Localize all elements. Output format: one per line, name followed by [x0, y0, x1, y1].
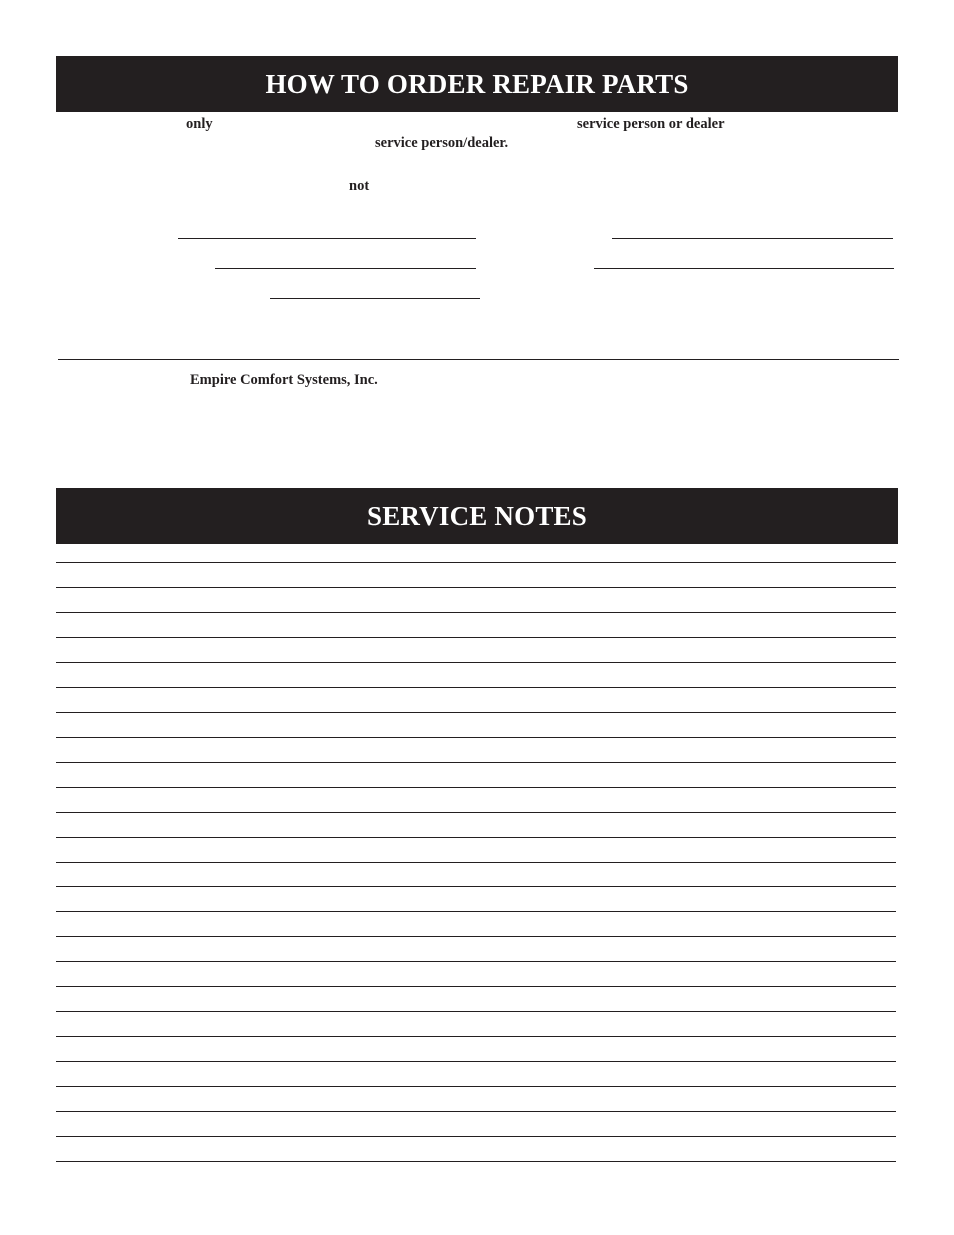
section-divider [58, 359, 899, 360]
text-service-person-dealer: service person/dealer. [375, 135, 509, 151]
note-line[interactable] [56, 812, 896, 813]
service-notes-banner: SERVICE NOTES [56, 488, 898, 544]
note-line[interactable] [56, 1111, 896, 1112]
note-line[interactable] [56, 936, 896, 937]
blank-line-3[interactable] [215, 268, 476, 269]
note-line[interactable] [56, 1011, 896, 1012]
note-line[interactable] [56, 886, 896, 887]
repair-parts-banner: HOW TO ORDER REPAIR PARTS [56, 56, 898, 112]
note-line[interactable] [56, 637, 896, 638]
text-company-name: Empire Comfort Systems, Inc. [190, 372, 378, 388]
text-not: not [349, 178, 370, 194]
note-line[interactable] [56, 712, 896, 713]
note-line[interactable] [56, 762, 896, 763]
note-line[interactable] [56, 1036, 896, 1037]
note-line[interactable] [56, 986, 896, 987]
note-line[interactable] [56, 612, 896, 613]
note-line[interactable] [56, 1086, 896, 1087]
blank-line-5[interactable] [270, 298, 480, 299]
blank-line-1[interactable] [178, 238, 476, 239]
text-service-person-or-dealer: service person or dealer [577, 116, 725, 132]
note-line[interactable] [56, 1061, 896, 1062]
note-line[interactable] [56, 961, 896, 962]
note-line[interactable] [56, 862, 896, 863]
note-line[interactable] [56, 662, 896, 663]
note-line[interactable] [56, 787, 896, 788]
note-line[interactable] [56, 737, 896, 738]
note-line[interactable] [56, 562, 896, 563]
note-line[interactable] [56, 587, 896, 588]
note-line[interactable] [56, 837, 896, 838]
text-only: only [186, 116, 213, 132]
note-line[interactable] [56, 1161, 896, 1162]
note-line[interactable] [56, 687, 896, 688]
note-line[interactable] [56, 1136, 896, 1137]
note-line[interactable] [56, 911, 896, 912]
blank-line-2[interactable] [612, 238, 893, 239]
blank-line-4[interactable] [594, 268, 894, 269]
